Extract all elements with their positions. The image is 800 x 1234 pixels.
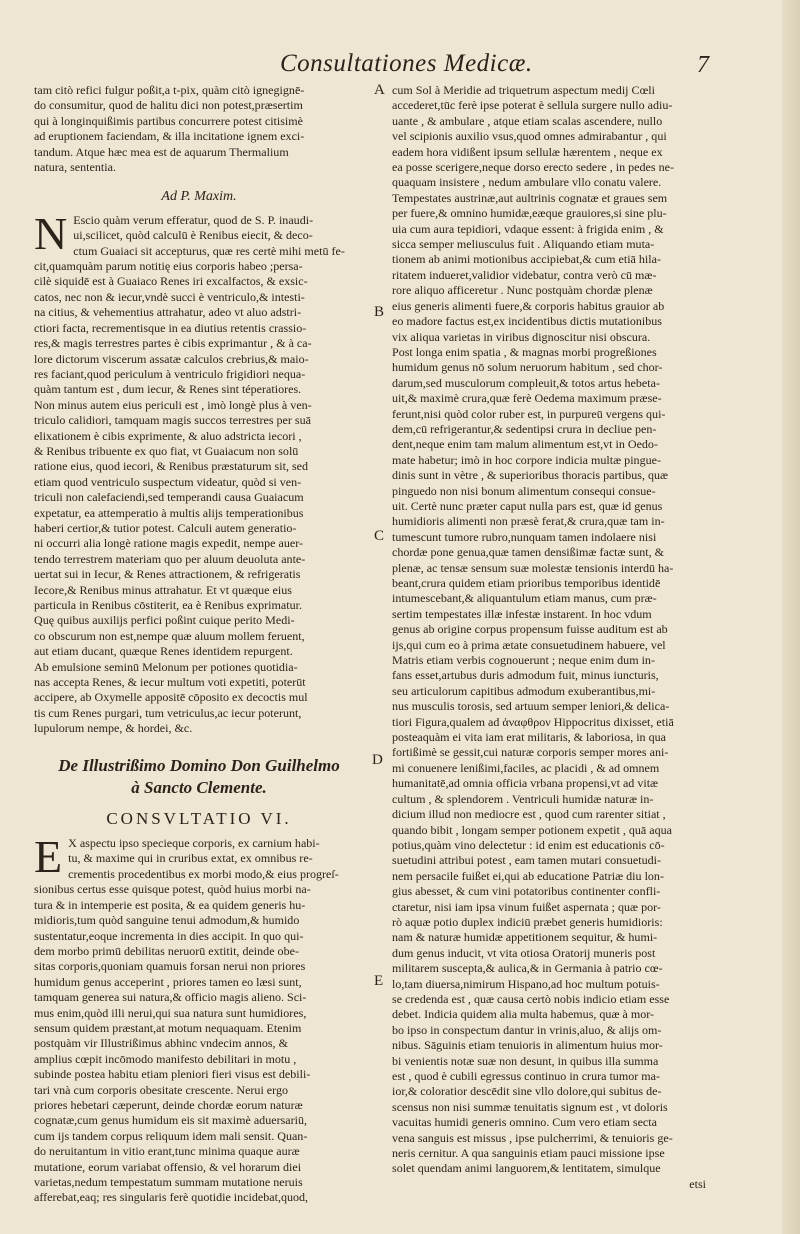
text-line: lore dictorum viscerum assatæ calculos crebrius,& maio- bbox=[34, 351, 309, 366]
text-line: dinis sunt in vètre , & superioribus thoracis partibus, quæ bbox=[392, 468, 669, 483]
text-line: priores hebetari cæperunt, deinde chordæ eorum naturæ bbox=[34, 1097, 303, 1112]
text-line: mus enim,quòd illi nerui,qui sua natura sunt humidiores, bbox=[34, 1005, 307, 1020]
text-line: qui à longinquißimis partibus concurrere potest citisimè bbox=[34, 113, 303, 128]
text-line: bo ipso in conspectum dantur in vrinis,aluo, & alijs om- bbox=[392, 1022, 662, 1037]
section-title bbox=[34, 755, 364, 799]
text-line: quaquam insistere , nedum ambulare vllo conatu valere. bbox=[392, 175, 662, 190]
text-line: ritatem indueret,validior videbatur, contra verò cū mæ- bbox=[392, 267, 657, 282]
text-line: tumescunt tumore rubro,nunquam tamen indolaere nisi bbox=[392, 529, 657, 544]
text-line: nas accepta Renes, & iecur multum voti expetiti, poterūt bbox=[34, 675, 306, 690]
text-line: ijs,qui cum eo à prima ætate consuetudinem habuere, vel bbox=[392, 637, 666, 652]
left-column bbox=[34, 83, 364, 1206]
text-line: Ab emulsione seminū Melonum per potiones quotidia- bbox=[34, 659, 298, 674]
text-line: lupulorum nempe, & hordei, &c. bbox=[34, 721, 193, 736]
text-line: sertim tempestates illæ infestæ instarent. In hoc vdum bbox=[392, 606, 652, 621]
text-line: tari vnà cum corporis obesitate crescente. Nerui ergo bbox=[34, 1082, 288, 1097]
text-line: ferunt,nisi quòd color ruber est, in purpureū vergens qui- bbox=[392, 406, 666, 421]
text-line: triculi non calefaciendi,sed temperandi causa Guaiacum bbox=[34, 490, 304, 505]
text-line: fans esset,artubus duris admodum fuit, minus iuncturis, bbox=[392, 668, 659, 683]
text-line: mi conuenere lenißimi,faciles, ac placidi , & ad omnem bbox=[392, 760, 660, 775]
drop-capital: E bbox=[34, 831, 63, 883]
text-line: afferebat,eaq; res singularis ferè quotidie incidebat,quod, bbox=[34, 1190, 309, 1205]
text-line: fortißimè se gessit,cui naturæ corporis semper mores ani- bbox=[392, 745, 669, 760]
text-line: seu articulorum capitibus admodum exuberantibus,mi- bbox=[392, 683, 656, 698]
text-line: uit,& maximè crura,quæ ferè Oedema maximum præse- bbox=[392, 391, 662, 406]
text-line: etiam quod ventriculo suspectum videatur, quòd si ven- bbox=[34, 474, 302, 489]
text-line: intumescebant,& aliquantulum etiam manus, cum præ- bbox=[392, 591, 657, 606]
text-line: debet. Indicia quidem alia multa habemus, quæ à mor- bbox=[392, 1007, 655, 1022]
text-line: est , quod è cubili egressus continuo in crura tumor ma- bbox=[392, 1069, 660, 1083]
running-title: Consultationes Medicæ. bbox=[280, 50, 533, 77]
text-line: nam & naturæ humidæ appetitionem sequitur, & humi- bbox=[392, 930, 658, 945]
margin-letter-e: E bbox=[374, 973, 384, 989]
text-line: humidum genus nō solum neruorum habitum , sed chor- bbox=[392, 360, 663, 375]
text-line: expetatur, ea attemperatio à multis alijs temperationibus bbox=[34, 505, 304, 520]
text-line: & Renibus tribuente ex quo fiat, vt Guaiacum non solū bbox=[34, 443, 299, 458]
letter-address: Ad P. Maxim. bbox=[161, 189, 237, 205]
text-line: quando bibit , longam semper potionem expetit , quā aqua bbox=[392, 822, 673, 837]
text-line: ctiori facta, recrementisque in ea diutius retentis crassio- bbox=[34, 320, 307, 335]
text-line: Post longa enim spatia , & magnas morbi progreßiones bbox=[392, 344, 657, 359]
text-line: mate habetur; imò in hoc corpore indicia multæ pingue- bbox=[392, 452, 661, 467]
drop-capital: N bbox=[34, 207, 68, 259]
text-line: midioris,tum quòd sanguine tenui admodum,& humido bbox=[34, 913, 300, 928]
text-line: do neruitantum in vitio erant,tunc minima quaque auræ bbox=[34, 1144, 300, 1159]
text-line: beant,crura quidem etiam prioribus temporibus identidē bbox=[392, 576, 661, 590]
text-line: ad eruptionem faciendam, & illa incitatione ignem exci- bbox=[34, 129, 305, 144]
letter-body bbox=[34, 207, 364, 737]
text-line: tandum. Atque hæc mea est de aquarum Thermalium bbox=[34, 144, 289, 159]
section-title-line: De Illustrißimo Domino Don Guilhelmo bbox=[58, 755, 340, 775]
text-line: Tempestates austrinæ,aut aultrinis cognatæ et graues sem bbox=[392, 190, 668, 205]
text-line: dent,neque enim tam malum alimentum est,vt in Oedo- bbox=[392, 437, 658, 452]
text-line: X aspectu ipso specieque corporis, ex carnium habi- bbox=[68, 836, 320, 851]
text-line: pinguedo non nisi bonum alimentum consequi consue- bbox=[392, 483, 656, 498]
text-line: plenæ, ac tensæ sensum suæ molestæ tensionis interdū ha- bbox=[392, 560, 674, 575]
right-column bbox=[392, 83, 722, 1192]
text-line: ior,& coloratior descēdit sine vllo dolore,qui subitus de- bbox=[392, 1084, 662, 1099]
text-line: quàm tantum est , dum iecur, & Renes sint téperatiores. bbox=[34, 382, 302, 397]
text-line: gius abesset, & cum vini potatoribus continenter confli- bbox=[392, 884, 661, 899]
text-line: Quę quibus auxilijs perfici poßint cuique perito Medi- bbox=[34, 613, 295, 628]
text-line: potius,quàm vino delectetur : id enim est educationis cō- bbox=[392, 837, 665, 852]
text-line: vel scipionis auxilio vsus,quod omnes admirabantur , qui bbox=[392, 129, 667, 144]
text-line: mutatione, eorum variabat offensio, & vel horarum diei bbox=[34, 1159, 302, 1174]
text-line: accederet,tūc ferè ipse poterat è sellula surgere nullo adiu- bbox=[392, 98, 673, 113]
text-line: vacuitas humidi generis omnino. Cum vero etiam secta bbox=[392, 1115, 657, 1130]
text-line: uia cum aura tepidiori, vdaque essent: à frigida enim , & bbox=[392, 221, 664, 236]
text-line: ctum Guaiaci sit accepturus, quæ res certè mihi metū fe- bbox=[73, 243, 345, 258]
page-number: 7 bbox=[697, 52, 709, 78]
text-line: humanitatē,ad omnia officia vrbana propensi,vt ad vitæ bbox=[392, 776, 659, 791]
text-line: suetudini attribui potest , eam tamen mutari consuetudi- bbox=[392, 853, 661, 868]
text-line: ui,scilicet, quòd calculū è Renibus eiecit, & deco- bbox=[73, 228, 313, 243]
text-line: triculo calidiori, tamquam magis succos terrestres per suā bbox=[34, 413, 311, 428]
text-line: militarem suscepta,& aulica,& in Germania à patrio cœ- bbox=[392, 961, 663, 976]
text-line: res faciant,quod periculum à ventriculo frigidiori nequa- bbox=[34, 366, 306, 381]
text-line: eius generis alimenti fuere,& corporis habitus grauior ab bbox=[392, 298, 665, 313]
text-line: dem,cū refrigerantur,& sedentipsi crura in decliue pen- bbox=[392, 421, 657, 436]
text-line: lo,tam diuersa,nimirum Hispano,ad hoc multum potuis- bbox=[392, 976, 660, 991]
text-line: tis cum Renes purgari, tum vetriculus,ac iecur poterunt, bbox=[34, 705, 302, 720]
text-line: humidioris alimenti non præsè ferat,& crura,quæ tam in- bbox=[392, 514, 665, 529]
text-line: tiori Figura,qualem ad ἀναφθρον Hippocritus dixisset, etiā bbox=[392, 714, 674, 729]
text-line: accipere, ab Oxymelle appositē cōposito ex decoctis mul bbox=[34, 690, 308, 705]
text-line: uertat sui in Iecur, & Renes attractionem, & refrigeratis bbox=[34, 567, 301, 582]
text-line: cum ijs tandem corpus reliquum idem mali sensit. Quan- bbox=[34, 1128, 308, 1143]
text-line: crementis procedentibus ex morbi modo,& eius progreſ- bbox=[68, 866, 339, 881]
text-line: varietas,nedum tempestatum summam mutatione neruis bbox=[34, 1175, 303, 1189]
text-line: vix aliqua varietas in viribus dignoscitur nisi obscura. bbox=[392, 329, 651, 344]
text-line: Non minus autem eius periculi est , imò longè plus à ven- bbox=[34, 397, 312, 412]
margin-letter-c: C bbox=[374, 528, 385, 544]
catchword: etsi bbox=[689, 1176, 706, 1191]
text-line: haberi certior,& tutior potest. Calculi autem generatio- bbox=[34, 520, 297, 535]
text-line: amplius cœpit incōmodo manifesto debilitari in motu , bbox=[34, 1051, 297, 1066]
text-line: particula in Renibus cōstiterit, ea è Renibus exprimatur. bbox=[34, 598, 302, 612]
text-line: uante , & ambulare , atque etiam scalas ascendere, nullo bbox=[392, 113, 663, 128]
text-line: cilè siquidē est à Guaiaco Renes iri excalfactos, & exsic- bbox=[34, 274, 308, 289]
text-line: co obscurum non est,nempe quæ aluum mollem feruent, bbox=[34, 628, 305, 643]
text-line: catos, nec non & iecur,vndè succi è ventriculo,& intesti- bbox=[34, 289, 305, 304]
text-line: dicium illud non mediocre est , quod cum rarenter sitiat , bbox=[392, 807, 666, 822]
text-line: tura & in intemperie est posita, & ea quidem generis hu- bbox=[34, 897, 306, 912]
text-line: tendo terrestrem materiam quo per aluum deuoluta ante- bbox=[34, 551, 306, 566]
text-line: nem persacile fuißet ei,qui ab educatione Patriæ diu lon- bbox=[392, 868, 664, 883]
consultatio-heading: CONSVLTATIO VI. bbox=[106, 808, 292, 828]
text-line: aut etiam ducant, quæque Renes identidem repurgent. bbox=[34, 644, 293, 659]
text-line: nibus. Sāguinis etiam tenuioris in alimentum huius mor- bbox=[392, 1038, 663, 1053]
text-line: sustentatur,eoque incrementa in dies accipit. In quo qui- bbox=[34, 928, 304, 943]
text-line: per fuere,& omnino humidæ,eæque grauiores,si sine plu- bbox=[392, 206, 667, 221]
text-line: dum genus inducit, vt vita otiosa Oratorij muneris post bbox=[392, 945, 656, 960]
text-line: res,& magis terrestres partes è cibis exprimantur , & à ca- bbox=[34, 336, 312, 351]
text-line: tamquam generea sui natura,& officio magis alieno. Sci- bbox=[34, 990, 307, 1005]
text-line: darum,sed musculorum compleuit,& totos artus hebeta- bbox=[392, 375, 660, 390]
margin-letter-b: B bbox=[374, 304, 385, 320]
text-line: sicca semper meliusculus fuit . Aliquando etiam muta- bbox=[392, 237, 655, 252]
text-line: bi venientis notæ suæ non desunt, in quibus illa summa bbox=[392, 1053, 659, 1068]
text-line: do consumitur, quod de halitu dici non potest,præsertim bbox=[34, 98, 303, 113]
text-line: eo madore factus est,ex incidentibus dictis mutationibus bbox=[392, 314, 662, 329]
text-line: tu, & maxime qui in cruribus extat, ex omnibus re- bbox=[68, 851, 313, 866]
text-line: tionem ab animi motionibus accipiebat,& cum etiā hila- bbox=[392, 252, 661, 267]
text-line: rore aliquo afficeretur . Nunc postquàm chordæ plenæ bbox=[392, 283, 653, 298]
text-line: vena sanguis est missus , ipse pulcherrimi, & tenuioris ge- bbox=[392, 1130, 673, 1145]
text-line: ea posse scerigere,neque dorso erecto sedere , in pedes ne- bbox=[392, 160, 674, 175]
text-line: ratione eius, quod iecori, & Renibus præstaturum sit, sed bbox=[34, 459, 309, 474]
text-line: subinde postea habitu etiam pleniori fieri visus est debili- bbox=[34, 1067, 311, 1082]
text-line: cum Sol à Meridie ad triquetrum aspectum medij Cœli bbox=[392, 83, 655, 97]
text-line: ctaretur, nisi iam ipsa vinum fuißet aspernata ; quæ por- bbox=[392, 899, 661, 914]
text-line: ni occurri alia longè ratione magis expedit, nempe auer- bbox=[34, 536, 304, 551]
text-line: genus ab origine corpus propensum fuisse auditum est ab bbox=[392, 622, 668, 637]
text-line: Matris etiam verbis cognouerunt ; neque enim dum in- bbox=[392, 653, 655, 668]
text-line: postquàm vir Illustrißimus abhinc vndecim annos, & bbox=[34, 1036, 288, 1051]
text-line: nus musculis torosis, sed artuum semper leniori,& delica- bbox=[392, 699, 670, 714]
text-line: uit. Certè nunc præter caput nulla pars est, quæ id genus bbox=[392, 498, 663, 513]
text-line: chordæ pone genua,quæ tamen densißimæ factæ sunt, & bbox=[392, 545, 665, 560]
text-line: Iecore,& Renibus minus attrahatur. Et vt quæque eius bbox=[34, 582, 292, 597]
text-line: na citius, & vehementius attrahatur, adeo vt aluo adstri- bbox=[34, 305, 302, 320]
opening-paragraph bbox=[34, 83, 364, 175]
text-line: rò aquæ potio duplex indiciū præbet generis humidioris: bbox=[392, 914, 663, 929]
section-title-line: à Sancto Clemente. bbox=[131, 777, 267, 797]
text-line: elixationem è cibis exprimente, & aluo adstricta iecori , bbox=[34, 428, 302, 443]
text-line: se credenda est , quæ causa certò nobis indicio etiam esse bbox=[392, 991, 670, 1006]
page-header bbox=[0, 50, 800, 84]
text-line: sitas corporis,quoniam quamuis forsan nerui non priores bbox=[34, 959, 306, 974]
text-line: cultum , & splendorem . Ventriculi humidæ naturæ in- bbox=[392, 791, 654, 806]
text-line: solet quendam animi languorem,& lentitatem, simulque bbox=[392, 1161, 661, 1176]
text-line: dem morbo primū debilitas neruorū extitit, deinde obe- bbox=[34, 943, 299, 958]
text-line: sionibus certus esse quisque potest, quòd huius morbi na- bbox=[34, 882, 311, 897]
text-line: cit,quamquàm parum notitię eius corporis habeo ;persa- bbox=[34, 259, 303, 274]
text-line: eadem hora vidißent ipsum sellulæ hærentem , neque ex bbox=[392, 144, 663, 159]
text-line: Escio quàm verum efferatur, quod de S. P. inaudi- bbox=[73, 212, 314, 227]
text-line: sensum quidem præstant,at motum nequaquam. Etenim bbox=[34, 1020, 302, 1035]
text-line: natura, sententia. bbox=[34, 160, 116, 175]
text-line: cognatæ,cum genus humidum eis sit maximè aduersariū, bbox=[34, 1113, 308, 1128]
margin-letter-a: A bbox=[374, 82, 385, 98]
text-line: humidum genus acceperint , priores tamen eo læsi sunt, bbox=[34, 974, 302, 989]
text-line: tam citò refici fulgur poßit,a t-pix, quàm citò ignegignē- bbox=[34, 83, 305, 97]
page-edge bbox=[782, 0, 800, 1234]
text-line: scensus non nisi summæ tenuitatis signum est , vt doloris bbox=[392, 1099, 668, 1114]
margin-letter-d: D bbox=[372, 752, 383, 768]
consultatio-body bbox=[34, 831, 364, 1206]
text-line: posteaquàm ei vita iam erat militaris, & laboriosa, in qua bbox=[392, 730, 666, 745]
text-line: neris cernitur. A qua sanguinis etiam pauci missione ipse bbox=[392, 1146, 665, 1161]
